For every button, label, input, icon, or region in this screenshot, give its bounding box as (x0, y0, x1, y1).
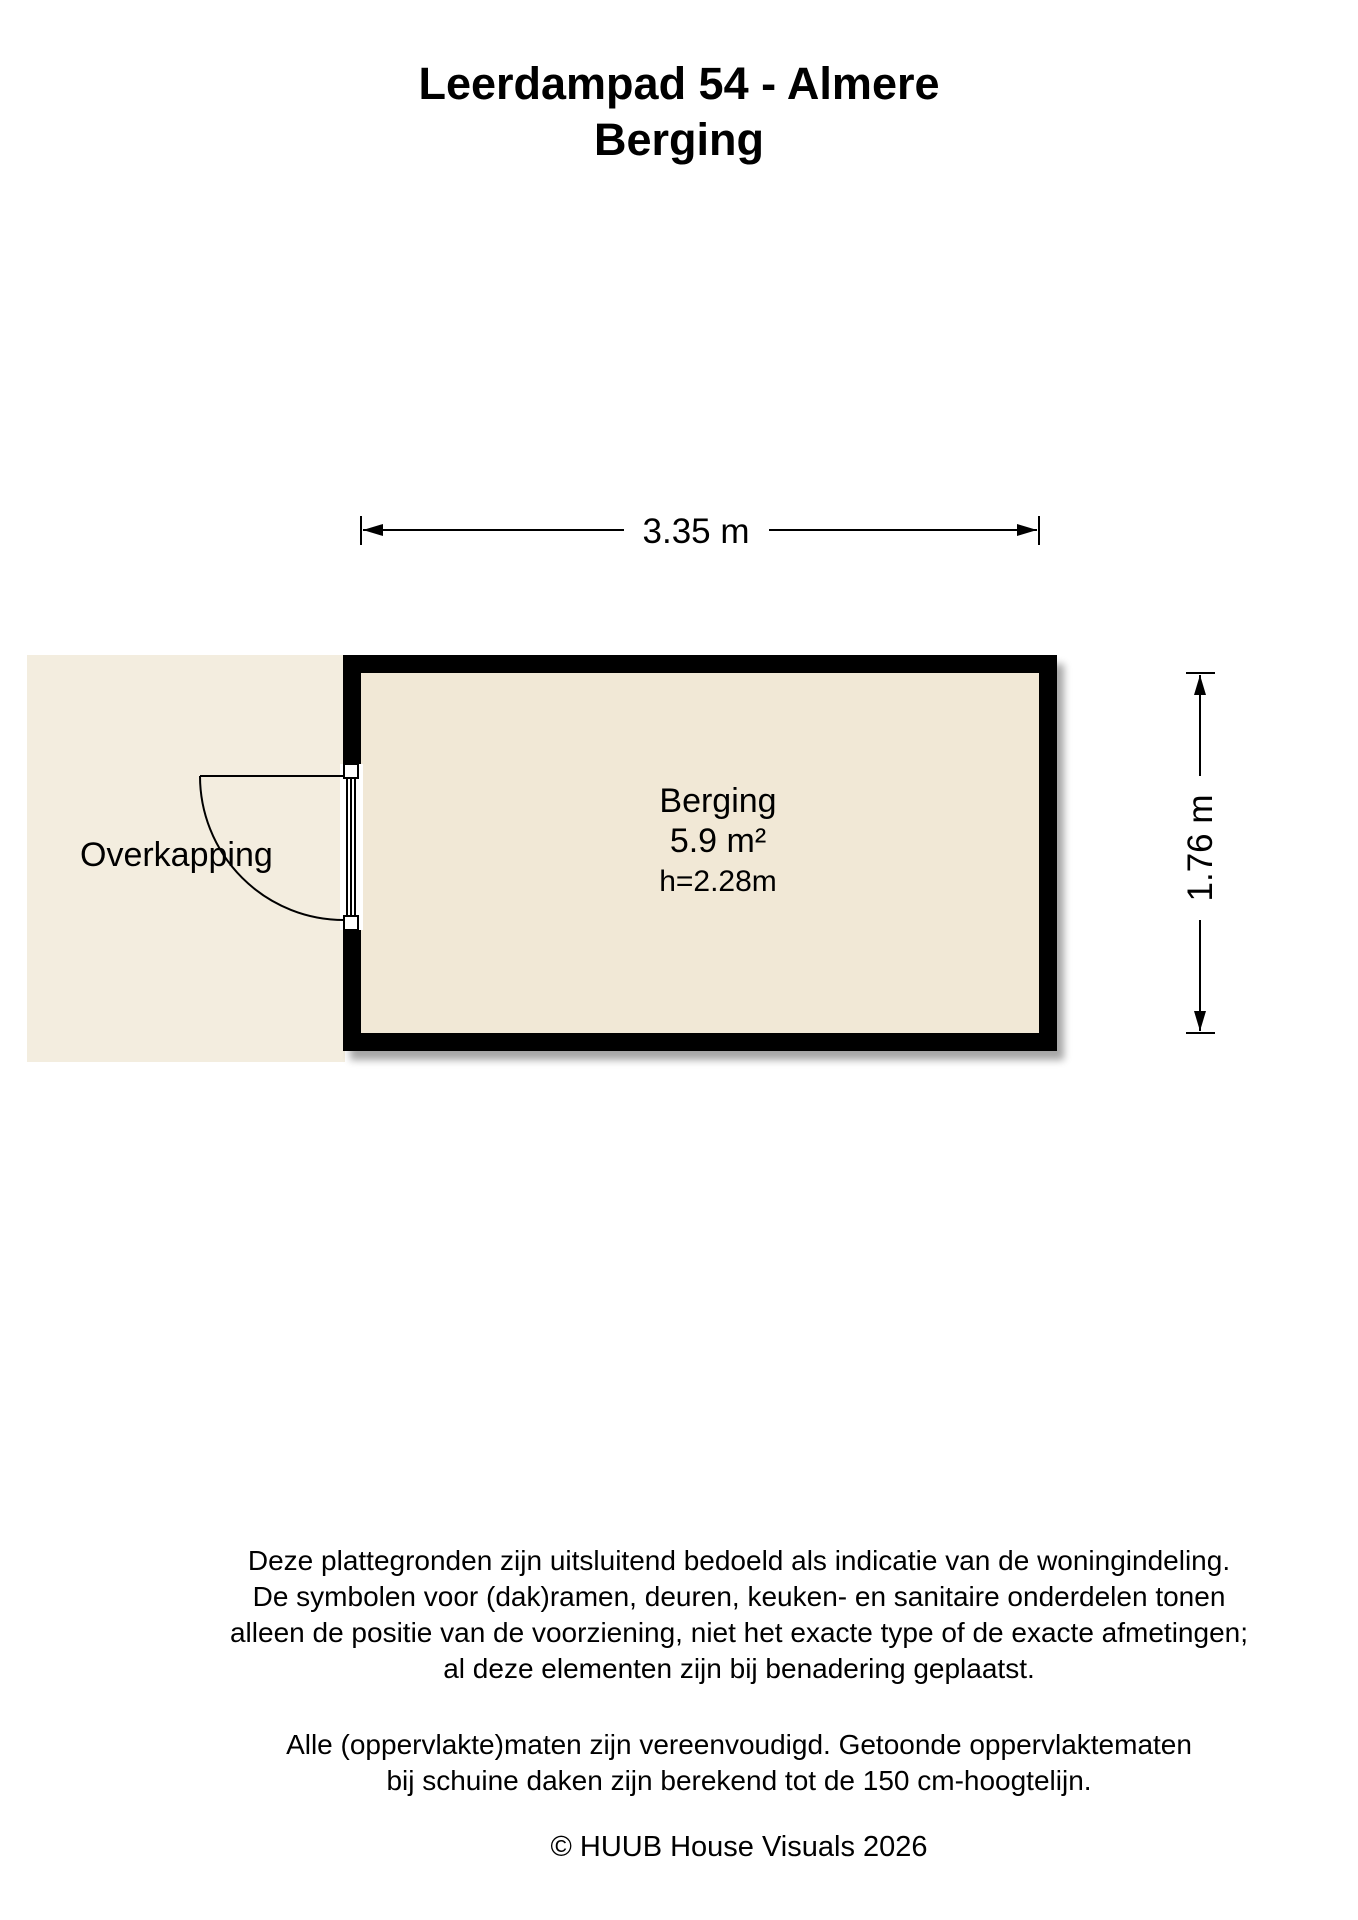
outdoor-label: Overkapping (80, 836, 273, 874)
copyright: © HUUB House Visuals 2026 (550, 1831, 928, 1863)
area-note (120, 1727, 1358, 1799)
disclaimer-line: De symbolen voor (dak)ramen, deuren, keuken- en sanitaire onderdelen tonen (252, 1581, 1226, 1612)
room-name: Berging (659, 782, 777, 820)
disclaimer-line: Deze plattegronden zijn uitsluitend bedoeld als indicatie van de woningindeling. (247, 1545, 1231, 1576)
plan-subtitle: Berging (593, 114, 764, 165)
width-label: 3.35 m (642, 512, 750, 551)
room-height: h=2.28m (659, 865, 777, 898)
room-area: 5.9 m² (669, 822, 767, 860)
area-note-line: Alle (oppervlakte)maten zijn vereenvoudigd. Getoonde oppervlaktematen (286, 1729, 1192, 1760)
plan-title: Leerdampad 54 - Almere (418, 58, 940, 109)
disclaimer-line: al deze elementen zijn bij benadering geplaatst. (443, 1653, 1035, 1684)
area-note-line: bij schuine daken zijn berekend tot de 150 cm-hoogtelijn. (386, 1765, 1092, 1796)
disclaimer (120, 1543, 1358, 1687)
depth-label: 1.76 m (1181, 794, 1220, 902)
disclaimer-line: alleen de positie van de voorziening, niet het exacte type of de exacte afmetingen; (229, 1617, 1248, 1648)
